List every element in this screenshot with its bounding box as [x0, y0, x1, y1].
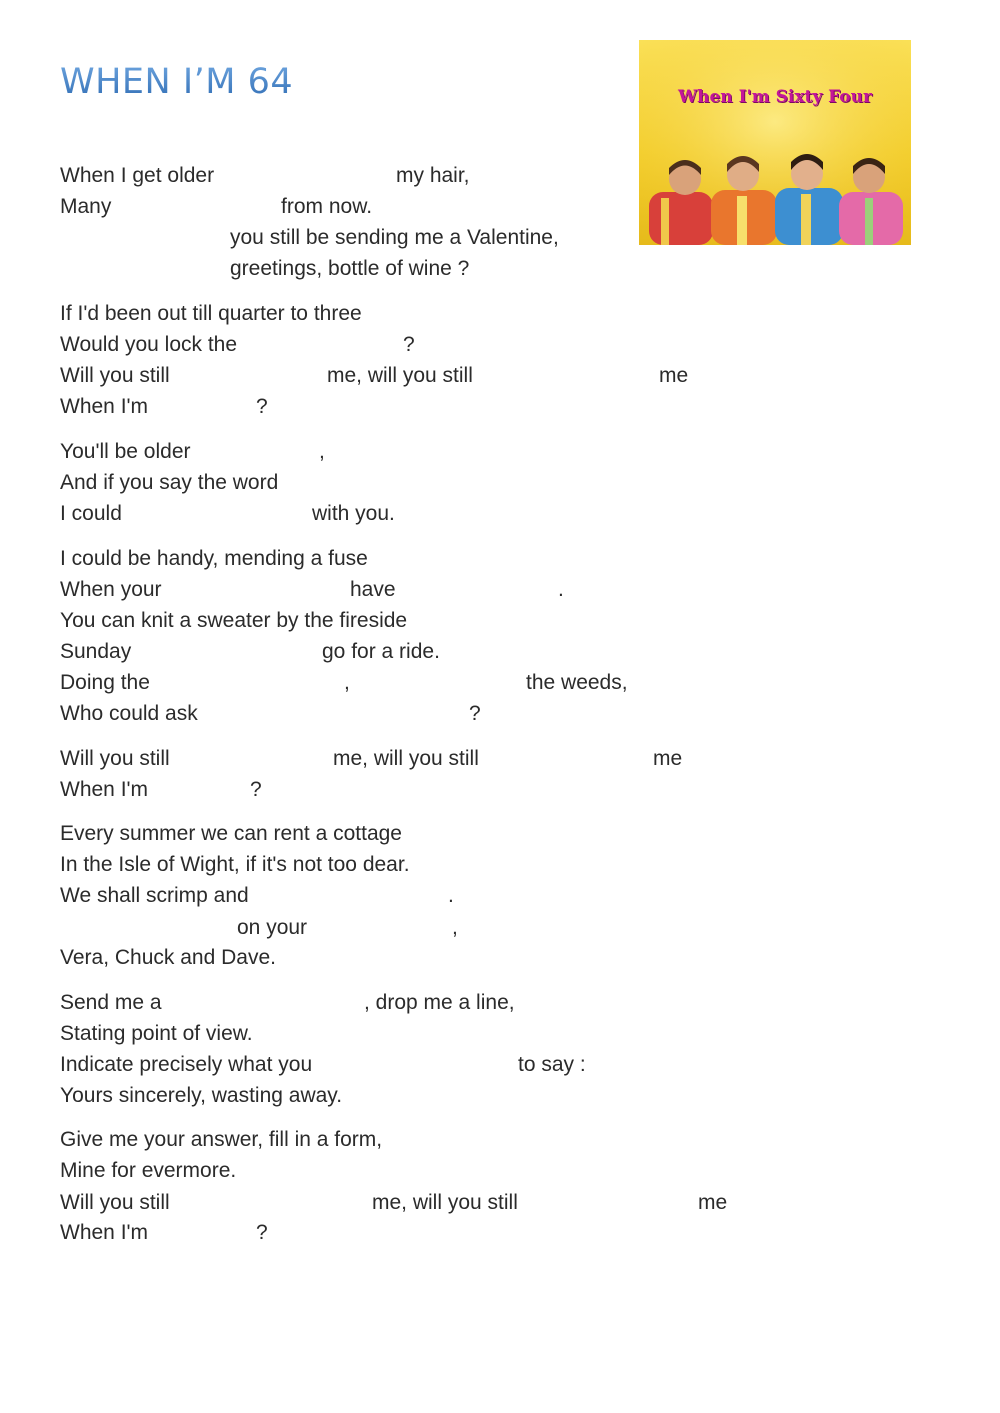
cover-title: When I'm Sixty Four	[678, 87, 872, 107]
band-members-illustration	[639, 40, 911, 245]
album-cover-image	[639, 40, 911, 245]
worksheet-title: WHEN I’M 64	[60, 62, 294, 102]
